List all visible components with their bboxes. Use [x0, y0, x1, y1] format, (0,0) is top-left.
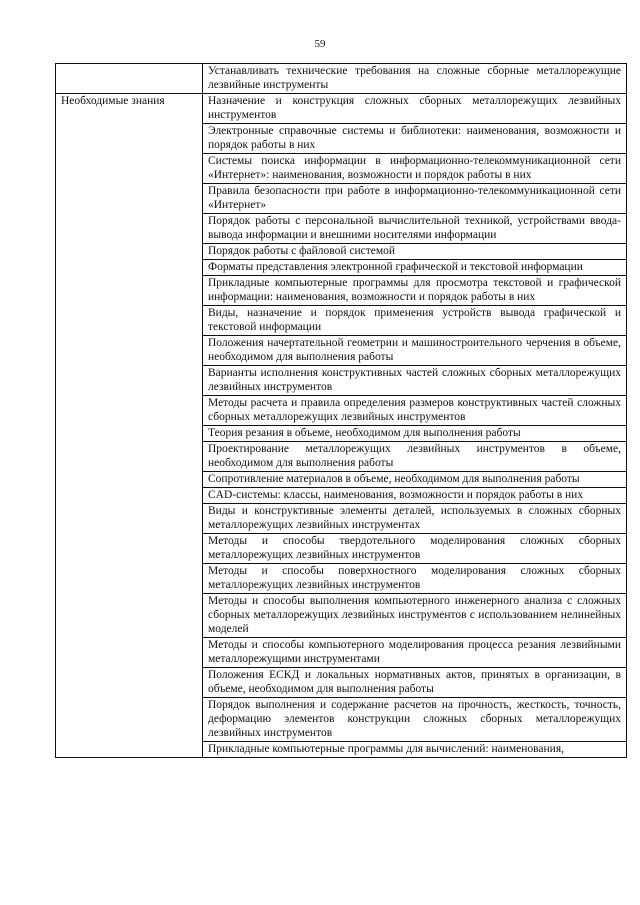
knowledge-item: Форматы представления электронной графической и текстовой информации: [203, 260, 627, 276]
section-label: Необходимые знания: [56, 94, 203, 758]
knowledge-table: [55, 63, 627, 758]
knowledge-item: Варианты исполнения конструктивных частей сложных сборных металлорежущих лезвийных инструментов: [203, 366, 627, 396]
knowledge-item: Методы и способы твердотельного моделирования сложных сборных металлорежущих лезвийных инструментов: [203, 534, 627, 564]
knowledge-item: Электронные справочные системы и библиотеки: наименования, возможности и порядок работы в них: [203, 124, 627, 154]
knowledge-item: Назначение и конструкция сложных сборных металлорежущих лезвийных инструментов: [203, 94, 627, 124]
knowledge-item: Прикладные компьютерные программы для просмотра текстовой и графической информации: наименования, возможности и порядок работы в них: [203, 276, 627, 306]
knowledge-item: Теория резания в объеме, необходимом для выполнения работы: [203, 426, 627, 442]
skill-cell: Устанавливать технические требования на сложные сборные металлорежущие лезвийные инструменты: [203, 64, 627, 94]
knowledge-item: Методы и способы выполнения компьютерного инженерного анализа с сложных сборных металлорежущих лезвийных инструментов с использованием нелинейных моделей: [203, 594, 627, 638]
knowledge-item: Порядок работы с персональной вычислительной техникой, устройствами ввода-вывода информации и внешними носителями информации: [203, 214, 627, 244]
knowledge-item: Виды и конструктивные элементы деталей, используемых в сложных сборных металлорежущих лезвийных инструментах: [203, 504, 627, 534]
knowledge-item: Правила безопасности при работе в информационно-телекоммуникационной сети «Интернет»: [203, 184, 627, 214]
knowledge-item: CAD-системы: классы, наименования, возможности и порядок работы в них: [203, 488, 627, 504]
knowledge-item: Методы и способы компьютерного моделирования процесса резания лезвийными металлорежущими инструментами: [203, 638, 627, 668]
knowledge-item: Порядок выполнения и содержание расчетов на прочность, жесткость, точность, деформацию элементов конструкции сложных сборных металлорежущих лезвийных инструментов: [203, 698, 627, 742]
knowledge-item: Прикладные компьютерные программы для вычислений: наименования,: [203, 742, 627, 758]
knowledge-item: Положения начертательной геометрии и машиностроительного черчения в объеме, необходимом для выполнения работы: [203, 336, 627, 366]
knowledge-item: Порядок работы с файловой системой: [203, 244, 627, 260]
knowledge-item: Сопротивление материалов в объеме, необходимом для выполнения работы: [203, 472, 627, 488]
knowledge-item: Положения ЕСКД и локальных нормативных актов, принятых в организации, в объеме, необходимом для выполнения работы: [203, 668, 627, 698]
knowledge-item: Виды, назначение и порядок применения устройств вывода графической и текстовой информации: [203, 306, 627, 336]
row-label-cell: [56, 64, 203, 94]
knowledge-item: Системы поиска информации в информационно-телекоммуникационной сети «Интернет»: наименования, возможности и порядок работы в них: [203, 154, 627, 184]
knowledge-item: Проектирование металлорежущих лезвийных инструментов в объеме, необходимом для выполнения работы: [203, 442, 627, 472]
table-row: [56, 64, 627, 94]
table-row: [56, 94, 627, 124]
page-number: 59: [314, 38, 326, 50]
knowledge-item: Методы и способы поверхностного моделирования сложных сборных металлорежущих лезвийных инструментов: [203, 564, 627, 594]
knowledge-item: Методы расчета и правила определения размеров конструктивных частей сложных сборных металлорежущих лезвийных инструментов: [203, 396, 627, 426]
